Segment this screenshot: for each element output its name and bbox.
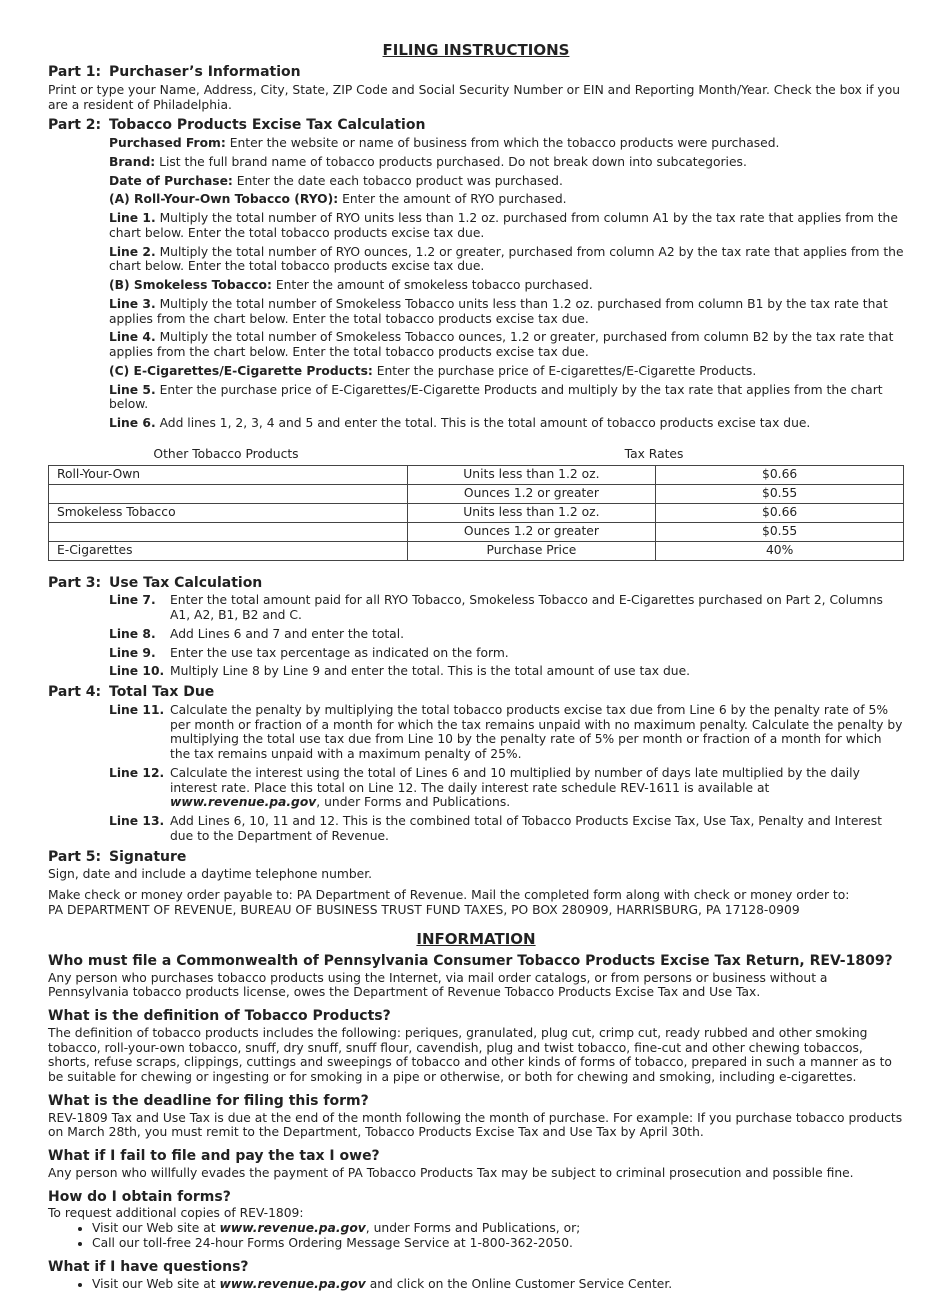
item-text: Visit our Web site at (92, 1276, 220, 1291)
item-text: Multiply the total number of Smokeless Tobacco ounces, 1.2 or greater, purchased from column B2 by the tax rate that applies from the chart below. Enter the total tobacco products excise tax due. (109, 330, 894, 360)
item-text: Enter the date each tobacco product was purchased. (232, 173, 563, 188)
item-text: Multiply the total number of Smokeless Tobacco units less than 1.2 oz. purchased from column B1 by the tax rate that applies from the chart below. Enter the total tobacco products excise tax due. (109, 296, 888, 326)
revenue-website-link[interactable]: www.revenue.pa.gov (170, 795, 317, 810)
basis-cell: Ounces 1.2 or greater (407, 484, 656, 503)
part4-lines (109, 703, 904, 844)
part5-title: Signature (109, 848, 187, 865)
item-text: Enter the purchase price of E-Cigarettes/E-Cigarette Products and multiply by the tax rate that applies from the chart below. (109, 382, 883, 412)
item-label: (A) Roll-Your-Own Tobacco (RYO): (109, 192, 339, 207)
line-label: Line 11. (109, 702, 165, 717)
basis-cell: Purchase Price (407, 541, 656, 560)
item-text: Visit our Web site at (92, 1221, 220, 1236)
product-cell (49, 484, 408, 503)
item-label: Line 3. (109, 296, 156, 311)
rate-cell: $0.66 (656, 465, 904, 484)
item-label: Line 1. (109, 211, 156, 226)
line-item (109, 646, 904, 661)
answer-text: The definition of tobacco products includes the following: periques, granulated, plug cut, crimp cut, ready rubbed and other smoking tobacco, roll-your-own tobacco, snuff, dry snuff, snuff flour, cavendish, plug and twist tobacco, fine-cut and other chewing tobaccos, shorts, refuse scraps, clippings, cuttings and sweepings of tobacco and other kinds of forms of tobacco, prepared in such a manner as to be suitable for chewing or ingesting or for smoking in a pipe or otherwise, or both for chewing and smoking, including e-cigarettes. (48, 1025, 892, 1085)
item-text: Enter the purchase price of E-cigarettes/E-Cigarette Products. (372, 363, 757, 378)
part3-number: Part 3: (48, 574, 102, 591)
item-label: Purchased From: (109, 136, 226, 151)
question-heading: What is the definition of Tobacco Products? (48, 1008, 391, 1025)
answer-text: REV-1809 Tax and Use Tax is due at the end of the month following the month of purchase. For example: If you purchase tobacco products on March 28th, you must remit to the Department, Tobacco Products Excise Tax and Use Tax by April 30th. (48, 1110, 903, 1140)
part3-heading (48, 575, 904, 592)
line-item (109, 814, 904, 844)
list-item: • Call our toll-free 24-hour Forms Ordering Message Service at 1-800-362-2050. (92, 1236, 904, 1251)
rate-cell: $0.55 (656, 484, 904, 503)
question-heading: What is the deadline for filing this form? (48, 1092, 369, 1109)
forms-bullet-list (48, 1221, 904, 1251)
answer-text: To request additional copies of REV-1809: (48, 1206, 304, 1221)
part5-heading (48, 849, 904, 866)
part2-item (109, 174, 904, 189)
basis-cell: Ounces 1.2 or greater (407, 522, 656, 541)
part2-item (109, 278, 904, 293)
revenue-website-link[interactable]: www.revenue.pa.gov (219, 1221, 366, 1236)
item-text: , under Forms and Publications, or; (365, 1221, 581, 1236)
part1-text: Print or type your Name, Address, City, State, ZIP Code and Social Security Number or EIN and Reporting Month/Year. Check the box if you are a resident of Philadelphia. (48, 82, 901, 112)
document-page (48, 0, 904, 1291)
item-label: Line 4. (109, 330, 156, 345)
rate-cell: $0.66 (656, 503, 904, 522)
line-text (170, 766, 904, 810)
part2-title: Tobacco Products Excise Tax Calculation (109, 117, 426, 134)
part2-items (109, 136, 904, 431)
table-row (49, 503, 904, 522)
answer-text: Any person who willfully evades the payment of PA Tobacco Products Tax may be subject to criminal prosecution and possible fine. (48, 1165, 854, 1180)
item-text: and click on the Online Customer Service Center. (365, 1276, 673, 1291)
line-label: Line 9. (109, 645, 156, 660)
basis-cell: Units less than 1.2 oz. (407, 465, 656, 484)
revenue-website-link[interactable]: www.revenue.pa.gov (219, 1276, 366, 1291)
part2-number: Part 2: (48, 117, 102, 134)
table-row (49, 522, 904, 541)
part2-item (109, 383, 904, 413)
rate-cell: $0.55 (656, 522, 904, 541)
line-text: Add Lines 6 and 7 and enter the total. (170, 626, 405, 641)
question-heading: Who must file a Commonwealth of Pennsylvania Consumer Tobacco Products Excise Tax Return, REV-1809? (48, 952, 893, 969)
line-item (109, 766, 904, 810)
part1-heading (48, 64, 904, 81)
part2-item (109, 297, 904, 327)
line-text: Add Lines 6, 10, 11 and 12. This is the combined total of Tobacco Products Excise Tax, Use Tax, Penalty and Interest due to the Department of Revenue. (170, 814, 882, 843)
item-label: (B) Smokeless Tobacco: (109, 278, 272, 293)
line-text: Enter the use tax percentage as indicated on the form. (170, 645, 509, 660)
line-text: Multiply Line 8 by Line 9 and enter the total. This is the total amount of use tax due. (170, 664, 691, 679)
part1-title: Purchaser’s Information (109, 64, 301, 80)
part3-lines (109, 593, 904, 679)
part2-item (109, 211, 904, 241)
item-label: Brand: (109, 154, 156, 169)
line-text: Enter the total amount paid for all RYO Tobacco, Smokeless Tobacco and E-Cigarettes purchased on Part 2, Columns A1, A2, B1, B2 and C. (170, 593, 883, 623)
item-text: Multiply the total number of RYO units less than 1.2 oz. purchased from column A1 by the tax rate that applies from the chart below. Enter the total tobacco products excise tax due. (109, 211, 898, 240)
line-label: Line 10. (109, 664, 165, 679)
part2-item (109, 192, 904, 207)
part2-item (109, 136, 904, 151)
part2-item (109, 330, 904, 360)
basis-cell: Units less than 1.2 oz. (407, 503, 656, 522)
part4-number: Part 4: (48, 684, 102, 701)
item-text: Enter the website or name of business from which the tobacco products were purchased. (225, 136, 780, 151)
line-text-part: , under Forms and Publications. (316, 795, 511, 810)
question-heading: How do I obtain forms? (48, 1188, 231, 1205)
line-item (109, 627, 904, 642)
part4-title: Total Tax Due (109, 684, 215, 701)
item-label: Date of Purchase: (109, 173, 233, 188)
product-cell: E-Cigarettes (49, 541, 408, 560)
part3-title: Use Tax Calculation (109, 574, 263, 591)
item-text: Enter the amount of RYO purchased. (338, 192, 567, 207)
item-text: Add lines 1, 2, 3, 4 and 5 and enter the total. This is the total amount of tobacco products excise tax due. (155, 416, 811, 431)
line-item (109, 664, 904, 679)
part2-item (109, 155, 904, 170)
list-item (92, 1277, 904, 1291)
information-title: INFORMATION (416, 929, 536, 948)
payment-address: PA DEPARTMENT OF REVENUE, BUREAU OF BUSINESS TRUST FUND TAXES, PO BOX 280909, HARRISBURG, PA 17128-0909 (48, 902, 800, 917)
part2-item (109, 416, 904, 431)
part5-number: Part 5: (48, 848, 102, 865)
line-item (109, 703, 904, 762)
line-label: Line 13. (109, 814, 165, 829)
questions-bullet-list (48, 1277, 904, 1291)
header-rates: Tax Rates (624, 446, 684, 461)
answer-text: Any person who purchases tobacco products using the Internet, via mail order catalogs, or from persons or business without a Pennsylvania tobacco products license, owes the Department of Revenue Tobacco Products Excise Tax and Use Tax. (48, 970, 828, 1000)
payment-line-1: Make check or money order payable to: PA Department of Revenue. Mail the completed form along with check or money order to: (48, 888, 850, 903)
line-label: Line 8. (109, 626, 156, 641)
item-label: Line 6. (109, 416, 156, 431)
header-products: Other Tobacco Products (153, 446, 299, 461)
table-row (49, 484, 904, 503)
question-heading: What if I fail to file and pay the tax I owe? (48, 1148, 380, 1165)
item-text: Enter the amount of smokeless tobacco purchased. (271, 278, 593, 293)
item-label: Line 2. (109, 244, 156, 259)
part2-item (109, 364, 904, 379)
table-row (49, 541, 904, 560)
line-text: Calculate the penalty by multiplying the total tobacco products excise tax due from Line 6 by the penalty rate of 5% per month or fraction of a month for which the tax remains unpaid with no maximum penalty. Calculate the penalty by multiplying the total use tax due from Line 10 by the penalty rate of 5% per month or fraction of a month for which the tax remains unpaid with a maximum penalty of 25%. (170, 702, 903, 762)
payment-instructions (48, 888, 904, 918)
part2-heading (48, 117, 904, 134)
list-item (92, 1221, 904, 1236)
item-label: (C) E-Cigarettes/E-Cigarette Products: (109, 363, 373, 378)
table-row (49, 465, 904, 484)
item-text: List the full brand name of tobacco products purchased. Do not break down into subcategories. (155, 154, 747, 169)
question-heading: What if I have questions? (48, 1258, 249, 1275)
part2-item (109, 245, 904, 275)
filing-instructions-title: FILING INSTRUCTIONS (382, 41, 570, 59)
item-label: Line 5. (109, 382, 156, 397)
line-label: Line 7. (109, 593, 156, 608)
part4-heading (48, 684, 904, 701)
item-text: Multiply the total number of RYO ounces, 1.2 or greater, purchased from column A2 by the tax rate that applies from the chart below. Enter the total tobacco products excise tax due. (109, 244, 904, 274)
line-item (109, 593, 904, 623)
part5-text: Sign, date and include a daytime telephone number. (48, 867, 373, 882)
rate-cell: 40% (656, 541, 904, 560)
product-cell: Smokeless Tobacco (49, 503, 408, 522)
line-label: Line 12. (109, 765, 165, 780)
part1-number: Part 1: (48, 64, 102, 80)
rates-table-header (48, 447, 904, 462)
line-text-part: Calculate the interest using the total of Lines 6 and 10 multiplied by number of days late multiplied by the daily interest rate. Place this total on Line 12. The daily interest rate schedule REV-1611 is available at (170, 765, 860, 795)
product-cell (49, 522, 408, 541)
tax-rates-table (48, 465, 904, 561)
product-cell: Roll-Your-Own (49, 465, 408, 484)
